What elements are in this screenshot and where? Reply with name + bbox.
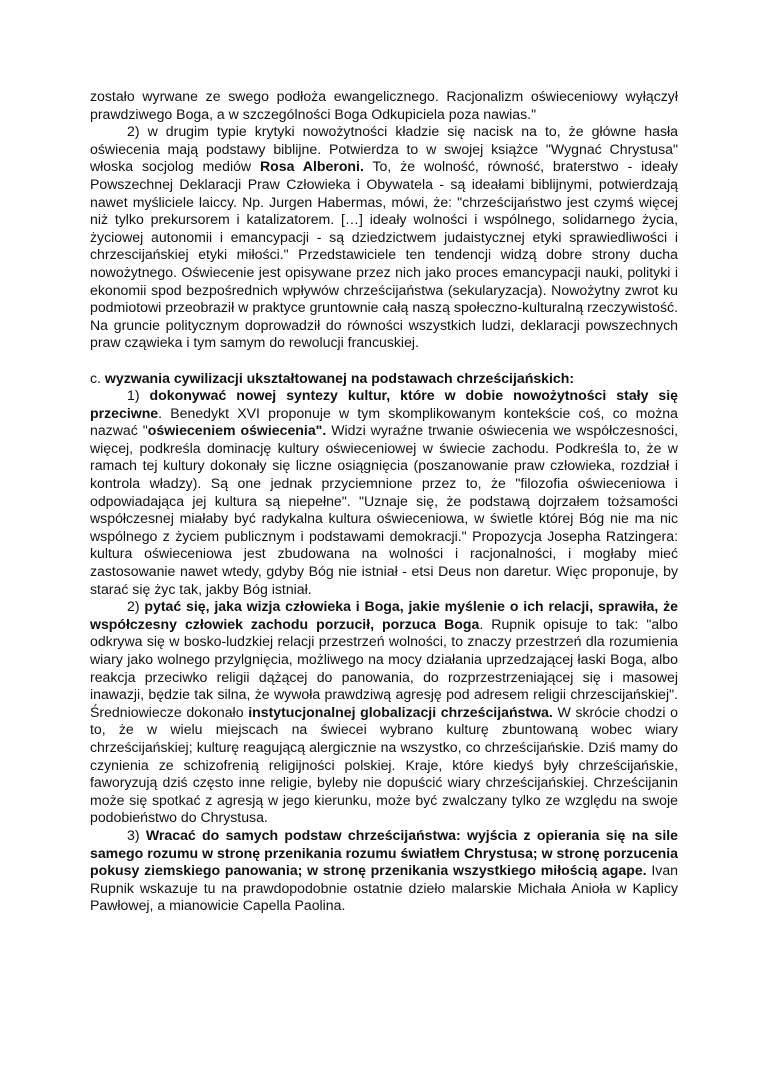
paragraph-point-2: 2) pytać się, jaka wizja człowieka i Boga, jakie myślenie o ich relacji, sprawiła, że współczesny człowiek zachodu porzucił, porzuca Boga. Rupnik opisuje to tak: "albo odkrywa się w bosko-ludzkiej relacji przestrzeń wolności, to znaczy przestrzeń dla rozumienia wiary jako wolnego przylgnięcia, możliwego na mocy działania uprzedzającej łaski Boga, albo reakcja przeciwko religii dążącej do panowania, do rozprzestrzeniającej się i masowej inawazji, będzie tak silna, że wywoła prawdziwą agresję pod adresem religii chrzescijańskiej". Średniowiecze dokonało instytucjonalnej globalizacji chrześcijaństwa. W skrócie chodzi o to, że w wielu miejscach na świecei wybrano kulturę zbuntowaną wobec wiary chrześcijańskiej; kulturę reagującą alergicznie na wszystko, co chrześcijańskie. Dziś mamy do czynienia ze schizofrenią religijności polskiej. Kraje, które kiedyś były chrześcijańskie, faworyzują dziś często inne religie, byleby nie dopuścić wiary chrześcijańskiej. Chrześcijanin może się spotkać z agresją w jego kierunku, może być zwalczany tylko ze względu na swoje podobieństwo do Chrystusa. [90, 598, 679, 826]
paragraph-point-3: 3) Wracać do samych podstaw chrześcijaństwa: wyjścia z opierania się na sile samego rozumu w stronę przenikania rozumu światłem Chrystusa; w stronę porzucenia pokusy ziemskiego panowania; w stronę przenikania wszystkiego miłością agape. Ivan Rupnik wskazuje tu na prawdopodobnie ostatnie dzieło malarskie Michała Anioła w Kaplicy Pawłowej, a mianowicie Capella Paolina. [90, 826, 678, 914]
section-c-heading: c. wyzwania cywilizacji ukształtowanej na podstawach chrześcijańskich: [90, 369, 575, 386]
document-page [90, 88, 678, 915]
paragraph-critique-type-2: 2) w drugim typie krytyki nowożytności kładzie się nacisk na to, że główne hasła oświecenia mają podstawy biblijne. Potwierdza to w swojej książce "Wygnać Chrystusa" włoska socjolog mediów Rosa Alberoni. To, że wolność, równość, braterstwo - ideały Powszechnej Deklaracji Praw Człowieka i Obywatela - są ideałami biblijnymi, potwierdzają nawet myśliciele laiccy. Np. Jurgen Habermas, mówi, że: "chrześcijaństwo jest czymś więcej niż tylko prekursorem i katalizatorem. […] ideały wolności i wspólnego, solidarnego życia, życiowej autonomii i emancypacji - są dziedzictwem judaistycznej etyki sprawiedliwości i chrzescijańskiej etyki miłości." Przedstawiciele ten tendencji widzą dobre strony ducha nowożytnego. Oświecenie jest opisywane przez nich jako proces emancypacji nauki, polityki i ekonomii spod bezpośrednich wpływów chrześcijaństwa (sekularyzacja). Nowożytny zwrot ku podmiotowi przeobraził w praktyce gruntownie całą naszą społeczno-kulturalną rzeczywistość. Na gruncie politycznym doprowadził do równości wszystkich ludzi, deklaracji powszechnych praw cząwieka i tym samym do rewolucji francuskiej. [90, 123, 678, 351]
author-name: Rosa Alberoni. [259, 158, 364, 175]
paragraph-point-1: 1) dokonywać nowej syntezy kultur, które w dobie nowożytności stały się przeciwne. Benedykt XVI proponuje w tym skomplikowanym kontekście coś, co można nazwać "oświeceniem oświecenia". Widzi wyraźne trwanie oświecenia we współczesności, więcej, podkreśla dominację kultury oświeceniowej w świecie zachodu. Podkreśla to, że w ramach tej kultury dokonały się liczne osiągnięcia (poszanowanie praw człowieka, rozdział i kontrola władzy). Są one jednak przyciemnione przez to, że "filozofia oświeceniowa i odpowiadająca jej kultura są niepełne". "Uznaje się, że podstawą dojrzałem tożsamości współczesnej miałaby być radykalna kultura oświeceniowa, w świetle której Bóg nie ma nic wspólnego z życiem publicznym i podstawami demokracji." Propozycja Josepha Ratzingera: kultura oświeceniowa jest zbudowana na wolności i racjonalności, i mogłaby mieć zastosowanie nawet wtedy, gdyby Bóg nie istniał - etsi Deus non daretur. Więc proponuje, by starać się życ tak, jakby Bóg istniał. [90, 387, 679, 597]
paragraph-continuation: zostało wyrwane ze swego podłoża ewangelicznego. Racjonalizm oświeceniowy wyłączył prawdziwego Boga, a w szczególności Boga Odkupiciela poza nawias." [90, 88, 678, 122]
blank-line [90, 352, 678, 370]
